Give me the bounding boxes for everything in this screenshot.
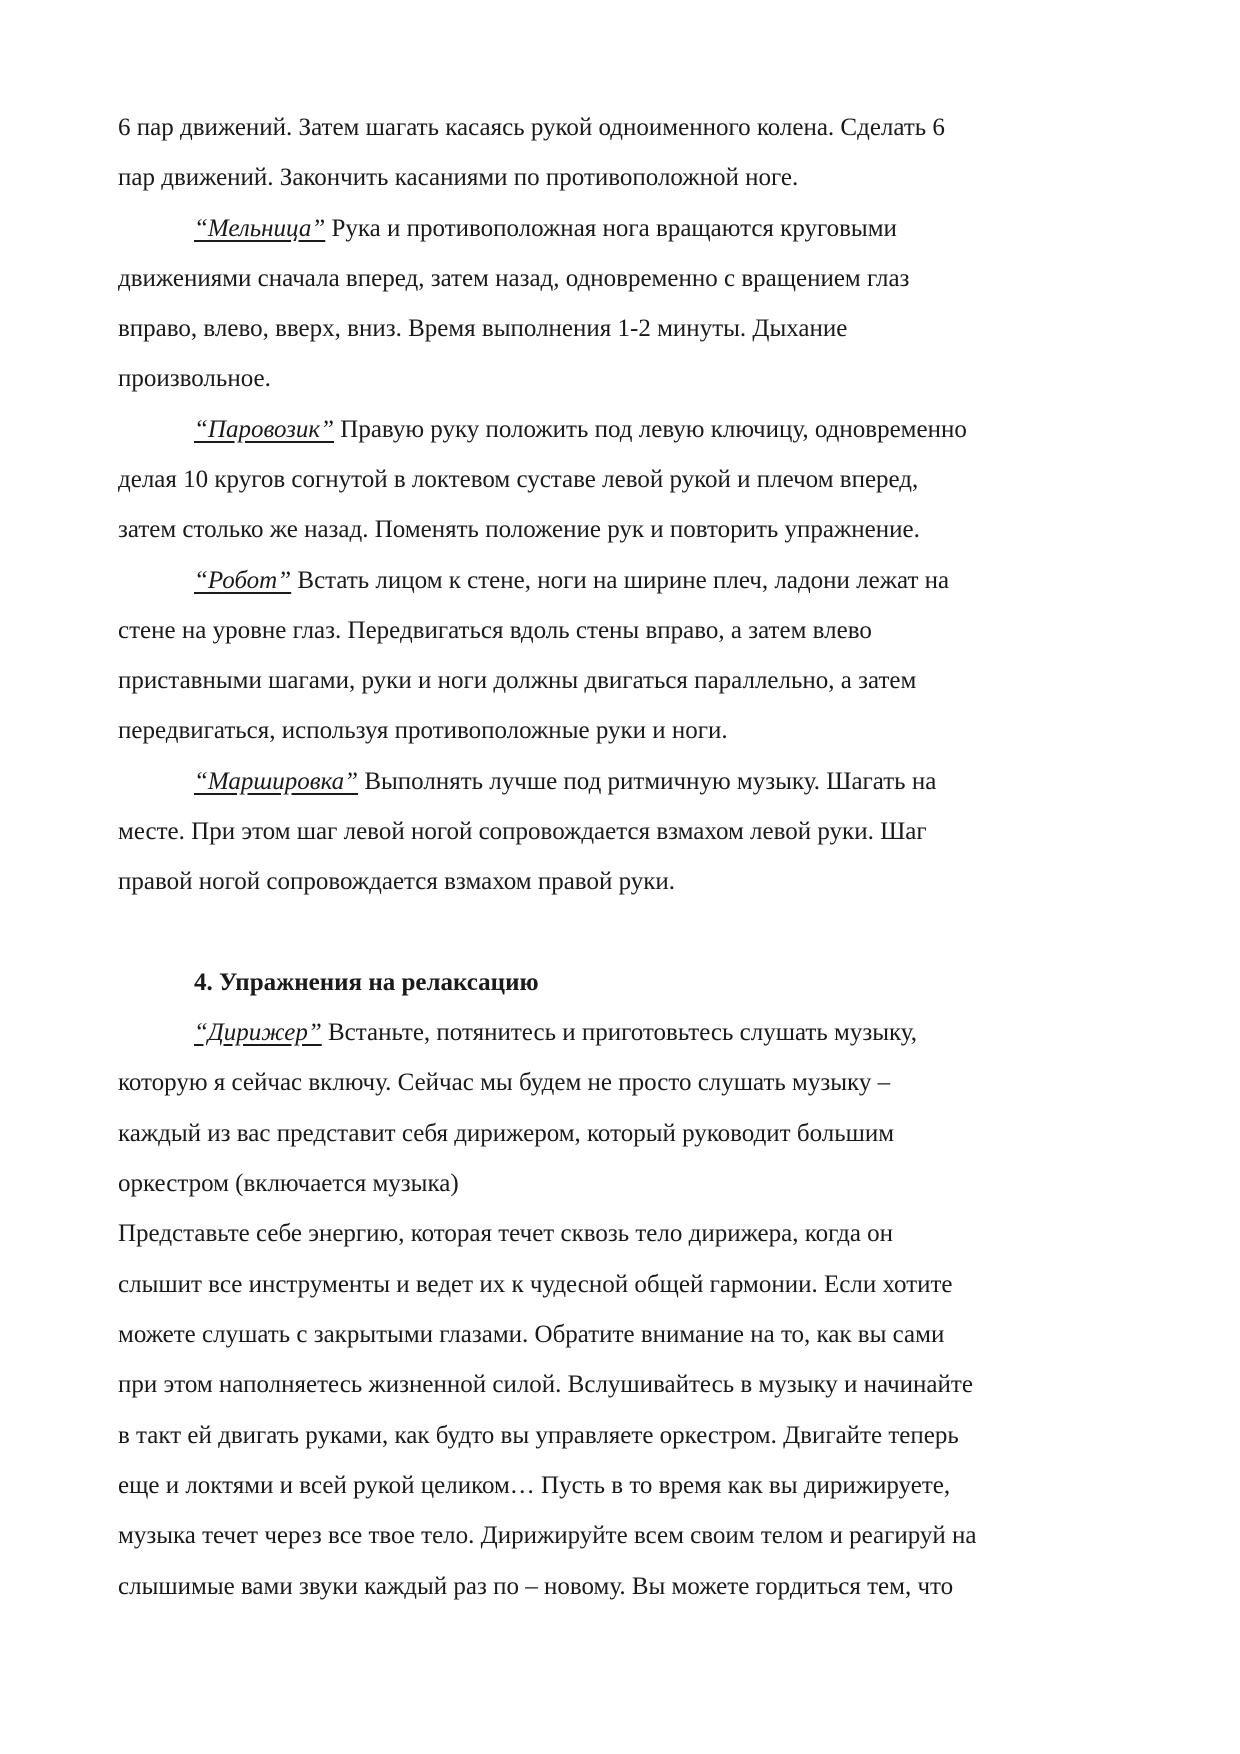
body-text-line: затем столько же назад. Поменять положение рук и повторить упражнение. — [118, 516, 920, 543]
body-text-line: месте. При этом шаг левой ногой сопровождается взмахом левой руки. Шаг — [118, 818, 927, 845]
body-text-line: Представьте себе энергию, которая течет сквозь тело дирижера, когда он — [118, 1220, 894, 1247]
body-text-line: делая 10 кругов согнутой в локтевом суставе левой рукой и плечом вперед, — [118, 466, 919, 493]
body-text-line: слышимые вами звуки каждый раз по – новому. Вы можете гордиться тем, что — [118, 1573, 954, 1600]
body-text-line: движениями сначала вперед, затем назад, одновременно с вращением глаз — [118, 265, 910, 292]
body-text-line: произвольное. — [118, 365, 271, 392]
body-text-line: еще и локтями и всей рукой целиком… Пусть в то время как вы дирижируете, — [118, 1472, 951, 1499]
body-text-line: правой ногой сопровождается взмахом правой руки. — [118, 868, 676, 895]
body-text-line: при этом наполняетесь жизненной силой. Вслушивайтесь в музыку и начинайте — [118, 1371, 973, 1398]
exercise-title: “Мельница” — [194, 215, 326, 242]
body-text-line: приставными шагами, руки и ноги должны двигаться параллельно, а затем — [118, 667, 917, 694]
exercise-dirizher: “Дирижер” Встаньте, потянитесь и приготовьтесь слушать музыку, — [194, 1019, 918, 1046]
exercise-parovozik: “Паровозик” Правую руку положить под левую ключицу, одновременно — [194, 416, 967, 443]
exercise-marshirovka: “Маршировка” Выполнять лучше под ритмичную музыку. Шагать на — [194, 768, 937, 795]
exercise-title: “Дирижер” — [194, 1019, 322, 1046]
body-text-line: стене на уровне глаз. Передвигаться вдоль стены вправо, а затем влево — [118, 617, 872, 644]
body-text-line: слышит все инструменты и ведет их к чудесной общей гармонии. Если хотите — [118, 1271, 953, 1298]
body-text-line: вправо, влево, вверх, вниз. Время выполнения 1-2 минуты. Дыхание — [118, 315, 848, 342]
body-text-line: каждый из вас представит себя дирижером, который руководит большим — [118, 1120, 895, 1147]
body-text-line: 6 пар движений. Затем шагать касаясь рукой одноименного колена. Сделать 6 — [118, 114, 945, 141]
body-text-line: которую я сейчас включу. Сейчас мы будем не просто слушать музыку – — [118, 1069, 891, 1096]
exercise-title: “Паровозик” — [194, 416, 335, 443]
body-text-line: можете слушать с закрытыми глазами. Обратите внимание на то, как вы сами — [118, 1321, 945, 1348]
body-text-line: в такт ей двигать руками, как будто вы управляете оркестром. Двигайте теперь — [118, 1422, 959, 1449]
exercise-melnitsa: “Мельница” Рука и противоположная нога вращаются круговыми — [194, 215, 897, 242]
body-text-line: музыка течет через все твое тело. Дирижируйте всем своим телом и реагируй на — [118, 1522, 977, 1549]
body-text-line: передвигаться, используя противоположные руки и ноги. — [118, 717, 728, 744]
exercise-title: “Маршировка” — [194, 768, 359, 795]
body-text-line: пар движений. Закончить касаниями по противоположной ноге. — [118, 164, 799, 191]
body-text-line: оркестром (включается музыка) — [118, 1170, 459, 1197]
exercise-title: “Робот” — [194, 567, 292, 594]
exercise-robot: “Робот” Встать лицом к стене, ноги на ширине плеч, ладони лежат на — [194, 567, 950, 594]
section-heading: 4. Упражнения на релаксацию — [194, 969, 539, 996]
